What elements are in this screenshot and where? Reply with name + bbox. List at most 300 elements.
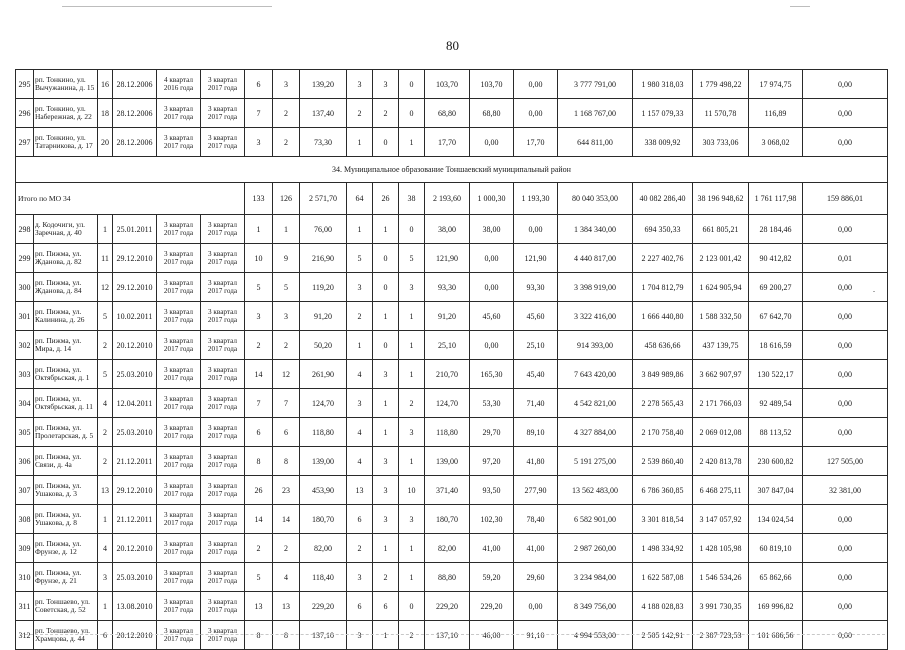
value-cell: 6	[245, 70, 273, 99]
value-cell: 2 387 723,53	[693, 621, 749, 650]
value-cell: 65 862,66	[749, 563, 803, 592]
value-cell: 38,00	[425, 215, 470, 244]
value-cell: 1	[399, 331, 425, 360]
value-cell: 14	[273, 505, 300, 534]
value-cell: 103,70	[470, 70, 514, 99]
value-cell: 76,00	[300, 215, 347, 244]
object-code-cell: 16	[98, 70, 113, 99]
address-cell: рп. Тоншаево, ул. Советская, д. 52	[34, 592, 98, 621]
actual-quarter-cell: 3 квартал 2017 года	[201, 244, 245, 273]
value-cell: 3 301 818,54	[633, 505, 693, 534]
table-row	[16, 476, 888, 505]
object-code-cell: 1	[98, 215, 113, 244]
planned-quarter-cell: 3 квартал 2017 года	[157, 592, 201, 621]
section-block	[16, 157, 888, 215]
value-cell: 1 624 905,94	[693, 273, 749, 302]
value-cell: 0,00	[803, 389, 888, 418]
value-cell: 29,70	[470, 418, 514, 447]
value-cell: 3	[347, 70, 373, 99]
value-cell: 0,00	[803, 99, 888, 128]
value-cell: 1	[245, 215, 273, 244]
value-cell: 118,40	[300, 563, 347, 592]
value-cell: 3 991 730,35	[693, 592, 749, 621]
actual-quarter-cell: 3 квартал 2017 года	[201, 563, 245, 592]
value-cell: 1 428 105,98	[693, 534, 749, 563]
value-cell: 101 686,56	[749, 621, 803, 650]
actual-quarter-cell: 3 квартал 2017 года	[201, 476, 245, 505]
value-cell: 661 805,21	[693, 215, 749, 244]
value-cell: 5	[245, 273, 273, 302]
value-cell: 3	[347, 621, 373, 650]
value-cell: 41,00	[514, 534, 558, 563]
address-cell: рп. Пижма, ул. Жданова, д. 84	[34, 273, 98, 302]
row-number-cell: 307	[16, 476, 34, 505]
value-cell: 73,30	[300, 128, 347, 157]
value-cell: 89,10	[514, 418, 558, 447]
value-cell: 8	[273, 621, 300, 650]
value-cell: 14	[245, 360, 273, 389]
value-cell: 6	[273, 418, 300, 447]
value-cell: 2	[373, 563, 399, 592]
row-number-cell: 312	[16, 621, 34, 650]
value-cell: 93,30	[514, 273, 558, 302]
total-cell: 64	[347, 183, 373, 215]
planned-quarter-cell: 4 квартал 2016 года	[157, 70, 201, 99]
value-cell: 82,00	[425, 534, 470, 563]
value-cell: 0	[399, 215, 425, 244]
value-cell: 229,20	[300, 592, 347, 621]
value-cell: 2	[399, 621, 425, 650]
date-cell: 25.01.2011	[113, 215, 157, 244]
value-cell: 78,40	[514, 505, 558, 534]
total-cell: 126	[273, 183, 300, 215]
object-code-cell: 1	[98, 592, 113, 621]
value-cell: 4	[347, 447, 373, 476]
value-cell: 3 662 907,97	[693, 360, 749, 389]
value-cell: 6	[347, 592, 373, 621]
table-row	[16, 99, 888, 128]
value-cell: 2	[273, 99, 300, 128]
section-row	[16, 157, 888, 183]
value-cell: 229,20	[425, 592, 470, 621]
value-cell: 103,70	[425, 70, 470, 99]
value-cell: 137,40	[300, 99, 347, 128]
date-cell: 29.12.2010	[113, 273, 157, 302]
table-row	[16, 70, 888, 99]
value-cell: 303 733,06	[693, 128, 749, 157]
value-cell: 4 994 553,00	[558, 621, 633, 650]
value-cell: 3	[373, 70, 399, 99]
row-number-cell: 301	[16, 302, 34, 331]
date-cell: 25.03.2010	[113, 418, 157, 447]
value-cell: 23	[273, 476, 300, 505]
row-number-cell: 309	[16, 534, 34, 563]
table-row	[16, 389, 888, 418]
total-cell: 1 761 117,98	[749, 183, 803, 215]
table-row	[16, 128, 888, 157]
value-cell: 1 546 534,26	[693, 563, 749, 592]
date-cell: 28.12.2006	[113, 128, 157, 157]
date-cell: 20.12.2010	[113, 621, 157, 650]
date-cell: 29.12.2010	[113, 476, 157, 505]
total-label: Итого по МО 34	[16, 183, 245, 215]
value-cell: 644 811,00	[558, 128, 633, 157]
table-row	[16, 534, 888, 563]
row-number-cell: 295	[16, 70, 34, 99]
value-cell: 2	[245, 534, 273, 563]
value-cell: 1	[347, 331, 373, 360]
value-cell: 0,00	[803, 215, 888, 244]
table-body-second	[16, 215, 888, 650]
value-cell: 25,10	[514, 331, 558, 360]
value-cell: 3	[347, 273, 373, 302]
planned-quarter-cell: 3 квартал 2017 года	[157, 534, 201, 563]
value-cell: 3	[373, 447, 399, 476]
address-cell: рп. Пижма, ул. Связи, д. 4а	[34, 447, 98, 476]
value-cell: 3	[347, 563, 373, 592]
address-cell: рп. Пижма, ул. Октябрьская, д. 1	[34, 360, 98, 389]
value-cell: 28 184,46	[749, 215, 803, 244]
planned-quarter-cell: 3 квартал 2017 года	[157, 128, 201, 157]
total-cell: 38	[399, 183, 425, 215]
value-cell: 458 636,66	[633, 331, 693, 360]
value-cell: 2	[273, 331, 300, 360]
value-cell: 60 819,10	[749, 534, 803, 563]
value-cell: 3	[399, 273, 425, 302]
address-cell: рп. Пижма, ул. Пролетарская, д. 5	[34, 418, 98, 447]
value-cell: 0,00	[803, 534, 888, 563]
total-cell: 133	[245, 183, 273, 215]
planned-quarter-cell: 3 квартал 2017 года	[157, 447, 201, 476]
value-cell: 180,70	[425, 505, 470, 534]
object-code-cell: 18	[98, 99, 113, 128]
value-cell: 3	[373, 360, 399, 389]
object-code-cell: 6	[98, 621, 113, 650]
value-cell: 1 980 318,03	[633, 70, 693, 99]
table-row	[16, 418, 888, 447]
value-cell: 914 393,00	[558, 331, 633, 360]
value-cell: 93,30	[425, 273, 470, 302]
actual-quarter-cell: 3 квартал 2017 года	[201, 534, 245, 563]
row-number-cell: 306	[16, 447, 34, 476]
value-cell: 0,00	[470, 273, 514, 302]
value-cell: 1	[373, 621, 399, 650]
planned-quarter-cell: 3 квартал 2017 года	[157, 389, 201, 418]
planned-quarter-cell: 3 квартал 2017 года	[157, 302, 201, 331]
value-cell: 17 974,75	[749, 70, 803, 99]
value-cell: 4 542 821,00	[558, 389, 633, 418]
value-cell: 3	[373, 505, 399, 534]
value-cell: 93,50	[470, 476, 514, 505]
value-cell: 3 068,02	[749, 128, 803, 157]
value-cell: 91,20	[300, 302, 347, 331]
value-cell: 7	[245, 99, 273, 128]
value-cell: 0,00	[803, 360, 888, 389]
row-number-cell: 308	[16, 505, 34, 534]
value-cell: 124,70	[425, 389, 470, 418]
object-code-cell: 2	[98, 331, 113, 360]
value-cell: 139,20	[300, 70, 347, 99]
planned-quarter-cell: 3 квартал 2017 года	[157, 244, 201, 273]
value-cell: 1	[273, 215, 300, 244]
date-cell: 21.12.2011	[113, 447, 157, 476]
total-cell: 80 040 353,00	[558, 183, 633, 215]
actual-quarter-cell: 3 квартал 2017 года	[201, 331, 245, 360]
value-cell: 118,80	[425, 418, 470, 447]
value-cell: 10	[399, 476, 425, 505]
object-code-cell: 2	[98, 418, 113, 447]
value-cell: 25,10	[425, 331, 470, 360]
value-cell: 0	[399, 99, 425, 128]
value-cell: 127 505,00	[803, 447, 888, 476]
value-cell: 8	[245, 621, 273, 650]
value-cell: 139,00	[300, 447, 347, 476]
value-cell: 2	[347, 534, 373, 563]
object-code-cell: 4	[98, 389, 113, 418]
table-row	[16, 360, 888, 389]
value-cell: 0	[399, 70, 425, 99]
value-cell: 216,90	[300, 244, 347, 273]
object-code-cell: 11	[98, 244, 113, 273]
value-cell: 9	[273, 244, 300, 273]
address-cell: рп. Тонкино, ул. Вычужанина, д. 15	[34, 70, 98, 99]
address-cell: рп. Пижма, ул. Октябрьская, д. 11	[34, 389, 98, 418]
date-cell: 25.03.2010	[113, 563, 157, 592]
value-cell: 124,70	[300, 389, 347, 418]
planned-quarter-cell: 3 квартал 2017 года	[157, 505, 201, 534]
value-cell: 3	[245, 302, 273, 331]
scan-edge-line	[790, 6, 810, 7]
value-cell: 41,00	[470, 534, 514, 563]
value-cell: 91,10	[514, 621, 558, 650]
row-number-cell: 296	[16, 99, 34, 128]
row-number-cell: 304	[16, 389, 34, 418]
date-cell: 20.12.2010	[113, 534, 157, 563]
value-cell: 29,60	[514, 563, 558, 592]
object-code-cell: 5	[98, 360, 113, 389]
actual-quarter-cell: 3 квартал 2017 года	[201, 70, 245, 99]
value-cell: 13	[245, 592, 273, 621]
value-cell: 53,30	[470, 389, 514, 418]
date-cell: 13.08.2010	[113, 592, 157, 621]
value-cell: 1	[399, 302, 425, 331]
value-cell: 82,00	[300, 534, 347, 563]
actual-quarter-cell: 3 квартал 2017 года	[201, 447, 245, 476]
value-cell: 261,90	[300, 360, 347, 389]
value-cell: 169 996,82	[749, 592, 803, 621]
row-number-cell: 303	[16, 360, 34, 389]
value-cell: 1 157 079,33	[633, 99, 693, 128]
value-cell: 0,00	[803, 621, 888, 650]
value-cell: 0,00	[803, 70, 888, 99]
date-cell: 10.02.2011	[113, 302, 157, 331]
value-cell: 71,40	[514, 389, 558, 418]
value-cell: 90 412,82	[749, 244, 803, 273]
value-cell: 0,00	[803, 302, 888, 331]
row-number-cell: 305	[16, 418, 34, 447]
value-cell: 139,00	[425, 447, 470, 476]
value-cell: 1	[373, 389, 399, 418]
value-cell: 137,10	[300, 621, 347, 650]
value-cell: 45,60	[514, 302, 558, 331]
value-cell: 2 069 012,08	[693, 418, 749, 447]
value-cell: 3 777 791,00	[558, 70, 633, 99]
value-cell: 2 278 565,43	[633, 389, 693, 418]
date-cell: 20.12.2010	[113, 331, 157, 360]
table-row	[16, 447, 888, 476]
value-cell: 0,00	[514, 70, 558, 99]
total-cell: 1 000,30	[470, 183, 514, 215]
value-cell: 1	[399, 534, 425, 563]
value-cell: 2	[347, 302, 373, 331]
value-cell: 0,01	[803, 244, 888, 273]
value-cell: 1	[373, 534, 399, 563]
row-number-cell: 311	[16, 592, 34, 621]
value-cell: 3	[273, 70, 300, 99]
value-cell: 5	[245, 563, 273, 592]
value-cell: 165,30	[470, 360, 514, 389]
value-cell: 1	[373, 215, 399, 244]
planned-quarter-cell: 3 квартал 2017 года	[157, 418, 201, 447]
row-number-cell: 300	[16, 273, 34, 302]
total-row	[16, 183, 888, 215]
value-cell: 6	[347, 505, 373, 534]
value-cell: 6	[245, 418, 273, 447]
table-row	[16, 215, 888, 244]
planned-quarter-cell: 3 квартал 2017 года	[157, 563, 201, 592]
scan-edge-line	[62, 6, 272, 7]
total-cell: 159 886,01	[803, 183, 888, 215]
value-cell: 3	[347, 389, 373, 418]
table-body-first	[16, 70, 888, 157]
value-cell: 0,00	[803, 505, 888, 534]
date-cell: 21.12.2011	[113, 505, 157, 534]
table-row	[16, 563, 888, 592]
planned-quarter-cell: 3 квартал 2017 года	[157, 215, 201, 244]
actual-quarter-cell: 3 квартал 2017 года	[201, 302, 245, 331]
value-cell: 46,00	[470, 621, 514, 650]
actual-quarter-cell: 3 квартал 2017 года	[201, 621, 245, 650]
address-cell: рп. Пижма, ул. Ушакова, д. 8	[34, 505, 98, 534]
value-cell: 0,00	[803, 128, 888, 157]
value-cell: 88,80	[425, 563, 470, 592]
value-cell: 371,40	[425, 476, 470, 505]
value-cell: 41,80	[514, 447, 558, 476]
value-cell: 2	[373, 99, 399, 128]
value-cell: 437 139,75	[693, 331, 749, 360]
value-cell: 88 113,52	[749, 418, 803, 447]
value-cell: 17,70	[425, 128, 470, 157]
table-row	[16, 244, 888, 273]
object-code-cell: 4	[98, 534, 113, 563]
value-cell: 11 570,78	[693, 99, 749, 128]
housing-register-table	[15, 69, 888, 650]
value-cell: 68,80	[425, 99, 470, 128]
value-cell: 3 398 919,00	[558, 273, 633, 302]
value-cell: 1	[399, 128, 425, 157]
value-cell: 1 779 498,22	[693, 70, 749, 99]
date-cell: 28.12.2006	[113, 99, 157, 128]
value-cell: 5 191 275,00	[558, 447, 633, 476]
value-cell: 0,00	[514, 99, 558, 128]
planned-quarter-cell: 3 квартал 2017 года	[157, 476, 201, 505]
planned-quarter-cell: 3 квартал 2017 года	[157, 621, 201, 650]
value-cell: 1	[399, 360, 425, 389]
table-row	[16, 273, 888, 302]
value-cell: 0,00	[470, 244, 514, 273]
value-cell: 8 349 756,00	[558, 592, 633, 621]
value-cell: 3	[273, 302, 300, 331]
value-cell: 2 171 766,03	[693, 389, 749, 418]
value-cell: 68,80	[470, 99, 514, 128]
value-cell: 8	[273, 447, 300, 476]
value-cell: 4	[347, 360, 373, 389]
value-cell: 4 327 884,00	[558, 418, 633, 447]
value-cell: 137,10	[425, 621, 470, 650]
value-cell: 1 622 587,08	[633, 563, 693, 592]
section-title: 34. Муниципальное образование Тоншаевский муниципальный район	[16, 157, 888, 183]
value-cell: 2	[245, 331, 273, 360]
value-cell: 18 616,59	[749, 331, 803, 360]
value-cell: 45,60	[470, 302, 514, 331]
address-cell: рп. Пижма, ул. Ушакова, д. 3	[34, 476, 98, 505]
total-cell: 38 196 948,62	[693, 183, 749, 215]
value-cell: 277,90	[514, 476, 558, 505]
value-cell: 2 123 001,42	[693, 244, 749, 273]
value-cell: 694 350,33	[633, 215, 693, 244]
value-cell: 8	[245, 447, 273, 476]
value-cell: 59,20	[470, 563, 514, 592]
object-code-cell: 5	[98, 302, 113, 331]
address-cell: рп. Пижма, ул. Мира, д. 14	[34, 331, 98, 360]
row-number-cell: 297	[16, 128, 34, 157]
actual-quarter-cell: 3 квартал 2017 года	[201, 215, 245, 244]
value-cell: 13	[347, 476, 373, 505]
value-cell: 1	[373, 302, 399, 331]
object-code-cell: 12	[98, 273, 113, 302]
value-cell: 13	[273, 592, 300, 621]
address-cell: рп. Тоншаево, ул. Храмцова, д. 44	[34, 621, 98, 650]
value-cell: 0,00	[470, 331, 514, 360]
value-cell: 134 024,54	[749, 505, 803, 534]
actual-quarter-cell: 3 квартал 2017 года	[201, 389, 245, 418]
actual-quarter-cell: 3 квартал 2017 года	[201, 505, 245, 534]
value-cell: 2 539 860,40	[633, 447, 693, 476]
value-cell: 3	[245, 128, 273, 157]
value-cell: 0,00	[803, 331, 888, 360]
value-cell: 0	[399, 592, 425, 621]
value-cell: 6	[373, 592, 399, 621]
value-cell: 1 498 334,92	[633, 534, 693, 563]
value-cell: 6 582 901,00	[558, 505, 633, 534]
value-cell: 32 381,00	[803, 476, 888, 505]
value-cell: 1	[399, 563, 425, 592]
total-cell: 2 193,60	[425, 183, 470, 215]
value-cell: 3	[399, 418, 425, 447]
value-cell: 229,20	[470, 592, 514, 621]
value-cell: 0	[373, 273, 399, 302]
value-cell: 3 849 989,86	[633, 360, 693, 389]
object-code-cell: 1	[98, 505, 113, 534]
row-number-cell: 310	[16, 563, 34, 592]
value-cell: 0	[373, 128, 399, 157]
value-cell: 1 704 812,79	[633, 273, 693, 302]
total-cell: 26	[373, 183, 399, 215]
date-cell: 25.03.2010	[113, 360, 157, 389]
planned-quarter-cell: 3 квартал 2017 года	[157, 331, 201, 360]
value-cell: 5	[399, 244, 425, 273]
value-cell: 3 322 416,00	[558, 302, 633, 331]
